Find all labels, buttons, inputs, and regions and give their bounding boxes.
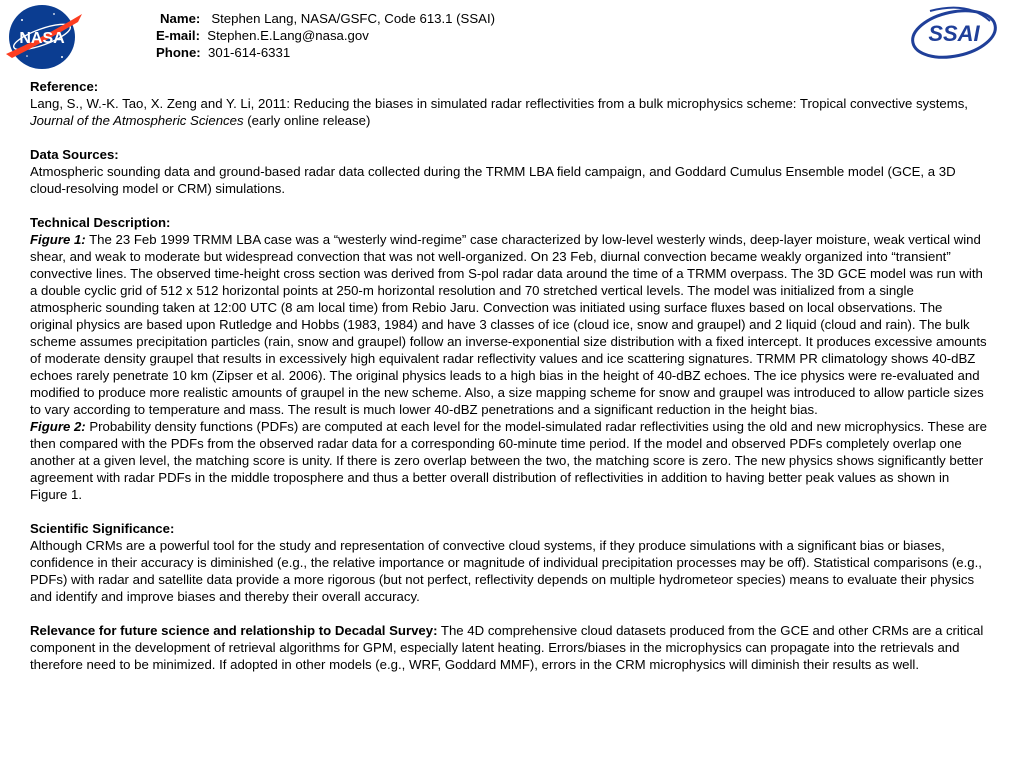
reference-note: (early online release) xyxy=(243,113,371,128)
reference-journal: Journal of the Atmospheric Sciences xyxy=(30,113,244,128)
relevance-heading: Relevance for future science and relationship to Decadal Survey: xyxy=(30,623,438,638)
relevance-paragraph xyxy=(30,622,988,673)
nasa-logo xyxy=(2,2,84,72)
email-value: Stephen.E.Lang@nasa.gov xyxy=(207,28,369,43)
name-row xyxy=(156,10,495,27)
figure1-text: The 23 Feb 1999 TRMM LBA case was a “westerly wind-regime” case characterized by low-level westerly winds, deep-layer moisture, weak vertical wind shear, and weak to moderate but widespread convection that was not well-organized. On 23 Feb, diurnal convection became weakly organized into “transient” convective lines. The observed time-height cross section was derived from S-pol radar data around the time of a TRMM overpass. The 3D GCE model was run with a double cyclic grid of 512 x 512 horizontal points at 250-m horizontal resolution and 70 stretched vertical levels. The model was initialized from a single atmospheric sounding taken at 12:00 UTC (8 am local time) from Rebio Jaru. Convection was initiated using surface fluxes based on local observations. The original physics are based upon Rutledge and Hobbs (1983, 1984) and have 3 classes of ice (cloud ice, snow and graupel) and 2 liquid (cloud and rain). The bulk scheme assumes precipitation particles (rain, snow and graupel) follow an inverse-exponential size distribution with a fixed intercept. It produces excessive amounts of moderate density graupel that results in excessively high equivalent radar reflectivity values and ice scattering signatures. TRMM PR climatology shows 40-dBZ echoes rarely penetrate 10 km (Zipser et al. 2006). The original physics leads to a high bias in the height of 40-dBZ echoes. The ice physics were re-evaluated and modified to produce more realistic amounts of graupel in the new scheme. Also, a size mapping scheme for snow and graupel was introduced to allow particle sizes to vary according to temperature and mass. The result is much lower 40-dBZ penetrations and a significant reduction in the height bias. xyxy=(30,232,987,417)
figure2-label: Figure 2: xyxy=(30,419,86,434)
technical-heading: Technical Description: xyxy=(30,215,171,230)
figure2-paragraph xyxy=(30,418,988,503)
ssai-logo xyxy=(908,3,1000,61)
significance-text: Although CRMs are a powerful tool for the study and representation of convective cloud systems, if they produce simulations with a significant bias or biases, confidence in their accuracy is diminished (e.g., the relative importance or magnitude of individual precipitation processes may be off). Statistical comparisons (e.g., PDFs) with radar and satellite data provide a more rigorous (but not perfect, reflectivity depends on multiple hydrometeor species) means to evaluate their physics and identify and improve biases and thereby their overall accuracy. xyxy=(30,538,982,604)
contact-block xyxy=(156,10,495,61)
reference-heading: Reference: xyxy=(30,79,99,94)
phone-row xyxy=(156,44,495,61)
figure1-paragraph xyxy=(30,231,988,418)
email-label: E-mail: xyxy=(156,28,200,43)
data-sources-text: Atmospheric sounding data and ground-based radar data collected during the TRMM LBA field campaign, and Goddard Cumulus Ensemble model (GCE, a 3D cloud-resolving model or CRM) simulations. xyxy=(30,164,956,196)
figure1-label: Figure 1: xyxy=(30,232,86,247)
name-value: Stephen Lang, NASA/GSFC, Code 613.1 (SSAI) xyxy=(211,11,495,26)
relevance-text: The 4D comprehensive cloud datasets produced from the GCE and other CRMs are a critical component in the development of retrieval algorithms for GPM, especially latent heating. Errors/biases in the microphysics can propagate into the retrievals and therefore need to be minimized. If adopted in other models (e.g., WRF, Goddard MMF), errors in the CRM microphysics will diminish their results as well. xyxy=(30,623,984,672)
name-label: Name: xyxy=(160,11,201,26)
ssai-logo-text: SSAI xyxy=(928,21,980,46)
reference-text xyxy=(30,95,988,129)
email-row xyxy=(156,27,495,44)
data-sources-heading: Data Sources: xyxy=(30,147,119,162)
phone-value: 301-614-6331 xyxy=(208,45,291,60)
nasa-logo-text: NASA xyxy=(19,30,65,47)
reference-citation: Lang, S., W.-K. Tao, X. Zeng and Y. Li, 2011: Reducing the biases in simulated radar reflectivities from a bulk microphysics scheme: Tropical convective systems, xyxy=(30,96,968,111)
figure2-text: Probability density functions (PDFs) are computed at each level for the model-simulated radar reflectivities using the old and new microphysics. These are then compared with the PDFs from the observed radar data for a corresponding 60-minute time period. If the model and observed PDFs completely overlap one another at a given level, the matching score is unity. If there is zero overlap between the two, the matching score is zero. The new physics shows significantly better agreement with radar PDFs in the middle troposphere and thus a better overall distribution of reflectivities in addition to having better peak values as shown in Figure 1. xyxy=(30,419,988,502)
document-body xyxy=(30,78,988,673)
phone-label: Phone: xyxy=(156,45,201,60)
significance-heading: Scientific Significance: xyxy=(30,521,175,536)
